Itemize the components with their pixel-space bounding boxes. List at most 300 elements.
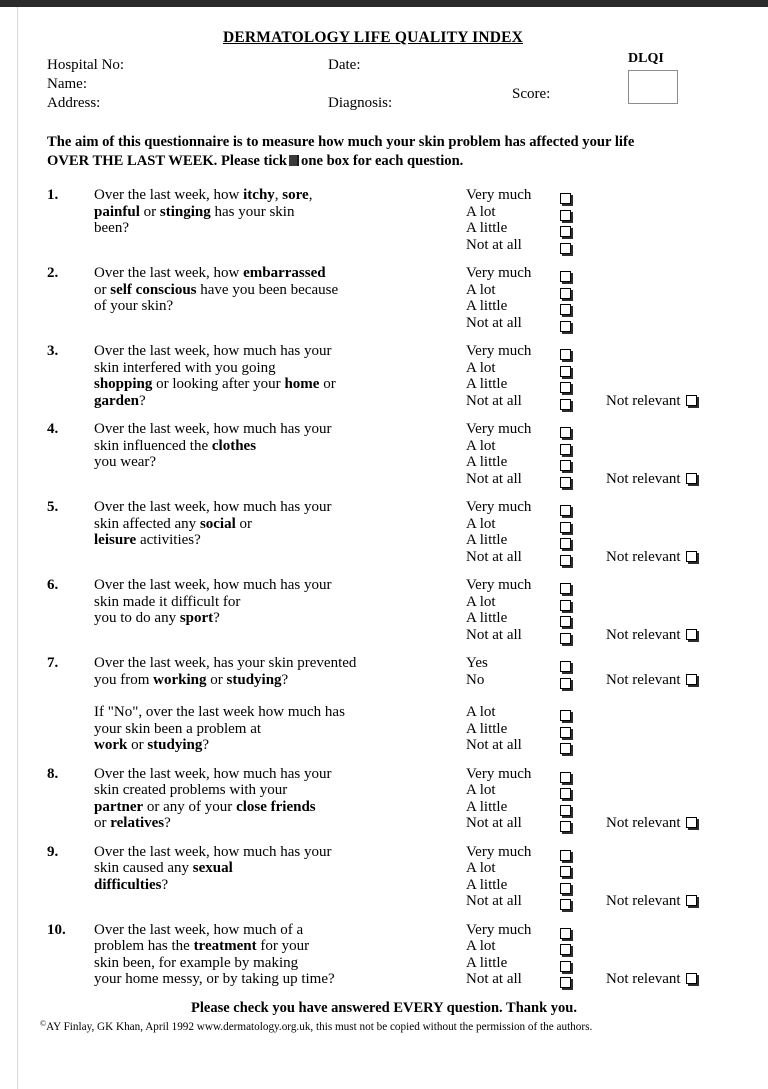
- question-body: [18, 844, 768, 910]
- question-text-line: [94, 877, 474, 894]
- text-run: ?: [139, 392, 146, 409]
- option-label: A little: [466, 454, 508, 471]
- copyright-text: AY Finlay, GK Khan, April 1992 www.dermatology.org.uk, this must not be copied without the permission of the authors.: [46, 1020, 593, 1033]
- option-checkbox[interactable]: [560, 740, 571, 757]
- text-run: you to do any: [94, 610, 180, 627]
- option-row: [466, 315, 756, 332]
- option-row: [466, 672, 756, 689]
- not-relevant-label: Not relevant: [606, 626, 681, 643]
- checkbox-icon[interactable]: [560, 727, 571, 738]
- checkbox-icon[interactable]: [560, 805, 571, 816]
- option-label: Not at all: [466, 314, 522, 331]
- question-text-line: [94, 860, 474, 877]
- option-label: A little: [466, 532, 508, 549]
- option-label: A little: [466, 876, 508, 893]
- option-label: A lot: [466, 593, 496, 610]
- text-run: your skin been a problem at: [94, 720, 262, 737]
- text-run: ?: [202, 737, 210, 754]
- option-label: A lot: [466, 203, 496, 220]
- not-relevant-checkbox-icon[interactable]: [686, 629, 697, 640]
- checkbox-icon[interactable]: [560, 366, 571, 377]
- text-run: for your: [256, 938, 310, 955]
- question-text-line: [94, 187, 474, 204]
- question-options: [466, 577, 756, 643]
- checkbox-icon[interactable]: [560, 226, 571, 237]
- question-body: [18, 577, 768, 643]
- option-row: [466, 499, 756, 516]
- aim-line-2-before: OVER THE LAST WEEK. Please tick: [47, 152, 288, 169]
- checkbox-icon[interactable]: [560, 193, 571, 204]
- checkbox-icon[interactable]: [560, 304, 571, 315]
- option-label: A lot: [466, 704, 496, 721]
- question-options: [466, 265, 756, 331]
- question-text-line: [94, 844, 474, 861]
- score-label: Score:: [512, 86, 551, 102]
- option-checkbox[interactable]: [560, 240, 571, 257]
- question-number: 1.: [47, 187, 59, 204]
- aim-statement: [47, 133, 737, 170]
- option-row: [466, 721, 756, 738]
- not-relevant-option[interactable]: [606, 393, 697, 410]
- option-row: [466, 471, 756, 488]
- checkbox-icon[interactable]: [560, 772, 571, 783]
- option-row: [466, 421, 756, 438]
- question-text-line: [94, 282, 474, 299]
- not-relevant-label: Not relevant: [606, 671, 681, 688]
- emphasis-term: social: [199, 515, 236, 532]
- option-row: [466, 971, 756, 988]
- option-label: A little: [466, 298, 508, 315]
- option-label: A lot: [466, 938, 496, 955]
- sub-question-text: [94, 704, 474, 754]
- option-label: Not at all: [466, 392, 522, 409]
- not-relevant-option[interactable]: [606, 815, 697, 832]
- question-text-line: [94, 220, 474, 237]
- text-run: skin created problems with your: [94, 782, 288, 799]
- text-run: have you been because: [196, 281, 339, 298]
- checkbox-icon[interactable]: [560, 661, 571, 672]
- emphasis-term: sexual: [192, 860, 233, 877]
- option-label: A lot: [466, 515, 496, 532]
- question-body: [18, 922, 768, 988]
- option-row: [466, 187, 756, 204]
- option-row: [466, 360, 756, 377]
- dlqi-label: DLQI: [628, 51, 664, 66]
- option-label: A little: [466, 720, 508, 737]
- question-options: [466, 187, 756, 253]
- not-relevant-option[interactable]: [606, 549, 697, 566]
- not-relevant-checkbox-icon[interactable]: [686, 395, 697, 406]
- not-relevant-label: Not relevant: [606, 392, 681, 409]
- checkbox-icon[interactable]: [560, 444, 571, 455]
- question-text-line: [94, 360, 474, 377]
- option-checkbox[interactable]: [560, 675, 571, 692]
- question-text-line: [94, 955, 474, 972]
- not-relevant-option[interactable]: [606, 627, 697, 644]
- emphasis-term: painful: [94, 203, 140, 220]
- not-relevant-checkbox-icon[interactable]: [686, 551, 697, 562]
- option-row: [466, 532, 756, 549]
- option-checkbox[interactable]: [560, 630, 571, 647]
- question-text-line: [94, 577, 474, 594]
- option-label: Very much: [466, 265, 532, 282]
- checkbox-icon[interactable]: [560, 382, 571, 393]
- option-label: Not at all: [466, 815, 522, 832]
- text-run: activities?: [136, 532, 201, 549]
- question-text-line: [94, 782, 474, 799]
- option-label: Not at all: [466, 893, 522, 910]
- question-text: [94, 577, 474, 627]
- option-row: [466, 376, 756, 393]
- question-body: [18, 766, 768, 832]
- option-label: No: [466, 671, 485, 688]
- not-relevant-label: Not relevant: [606, 548, 681, 565]
- not-relevant-checkbox-icon[interactable]: [686, 473, 697, 484]
- text-run: or looking after your: [152, 376, 285, 393]
- option-checkbox[interactable]: [560, 974, 571, 991]
- option-label: A lot: [466, 359, 496, 376]
- option-row: [466, 343, 756, 360]
- question-block: [18, 343, 768, 409]
- text-run: has your skin: [210, 203, 295, 220]
- option-label: A lot: [466, 281, 496, 298]
- checkbox-icon[interactable]: [560, 961, 571, 972]
- option-row: [466, 860, 756, 877]
- question-options: [466, 421, 756, 487]
- option-row: [466, 922, 756, 939]
- emphasis-term: home: [284, 376, 320, 393]
- option-row: [466, 438, 756, 455]
- option-label: A lot: [466, 437, 496, 454]
- question-text: [94, 421, 474, 471]
- option-row: [466, 549, 756, 566]
- checkbox-icon[interactable]: [560, 349, 571, 360]
- not-relevant-label: Not relevant: [606, 971, 681, 988]
- sub-question-text-line: [94, 704, 474, 721]
- question-body: [18, 655, 768, 688]
- emphasis-term: shopping: [94, 376, 153, 393]
- question-text: [94, 265, 474, 315]
- text-run: skin made it difficult for: [94, 593, 241, 610]
- option-label: A little: [466, 376, 508, 393]
- checkbox-icon[interactable]: [560, 944, 571, 955]
- option-label: A little: [466, 798, 508, 815]
- checkbox-icon[interactable]: [560, 321, 571, 332]
- option-label: Not at all: [466, 971, 522, 988]
- diagnosis-field-label: Diagnosis:: [328, 95, 393, 111]
- option-checkbox[interactable]: [560, 396, 571, 413]
- question-text: [94, 655, 474, 688]
- question-options: [466, 655, 756, 688]
- option-label: Very much: [466, 187, 532, 204]
- checkbox-icon[interactable]: [560, 522, 571, 533]
- option-checkbox[interactable]: [560, 896, 571, 913]
- question-number: 7.: [47, 655, 59, 672]
- question-text: [94, 499, 474, 549]
- checkbox-icon[interactable]: [560, 928, 571, 939]
- checkbox-icon[interactable]: [560, 288, 571, 299]
- emphasis-term: close friends: [236, 798, 316, 815]
- date-field-label: Date:: [328, 57, 361, 73]
- option-label: A little: [466, 610, 508, 627]
- option-row: [466, 220, 756, 237]
- not-relevant-checkbox-icon[interactable]: [686, 674, 697, 685]
- text-run: skin interfered with you going: [94, 359, 276, 376]
- question-text: [94, 844, 474, 894]
- question-text: [94, 766, 474, 832]
- question-block: [18, 421, 768, 487]
- not-relevant-checkbox-icon[interactable]: [686, 817, 697, 828]
- question-text-line: [94, 766, 474, 783]
- question-text-line: [94, 204, 474, 221]
- not-relevant-option[interactable]: [606, 971, 697, 988]
- emphasis-term: clothes: [211, 437, 257, 454]
- text-run: skin influenced the: [94, 437, 212, 454]
- checkbox-icon[interactable]: [560, 583, 571, 594]
- text-run: skin caused any: [94, 860, 193, 877]
- checkbox-icon[interactable]: [560, 899, 571, 910]
- emphasis-term: embarrassed: [243, 265, 326, 282]
- not-relevant-label: Not relevant: [606, 815, 681, 832]
- emphasis-term: leisure: [94, 532, 137, 549]
- not-relevant-option[interactable]: [606, 893, 697, 910]
- text-run: or: [139, 203, 160, 220]
- question-text-line: [94, 499, 474, 516]
- text-run: ?: [213, 610, 220, 627]
- question-text-line: [94, 376, 474, 393]
- option-label: Very much: [466, 577, 532, 594]
- text-run: or: [319, 376, 336, 393]
- checkbox-icon[interactable]: [560, 633, 571, 644]
- question-text-line: [94, 938, 474, 955]
- option-row: [466, 577, 756, 594]
- page-title: DERMATOLOGY LIFE QUALITY INDEX: [222, 29, 524, 46]
- text-run: you wear?: [94, 454, 157, 471]
- question-body: [18, 499, 768, 565]
- option-row: [466, 766, 756, 783]
- emphasis-term: work: [94, 737, 128, 754]
- question-block: [18, 577, 768, 643]
- question-text-line: [94, 815, 474, 832]
- option-label: A lot: [466, 860, 496, 877]
- checkbox-icon[interactable]: [560, 505, 571, 516]
- option-label: Not at all: [466, 737, 522, 754]
- checkbox-icon[interactable]: [560, 678, 571, 689]
- option-label: Not at all: [466, 236, 522, 253]
- option-checkbox[interactable]: [560, 818, 571, 835]
- question-block: [18, 499, 768, 565]
- text-run: your home messy, or by taking up time?: [94, 971, 335, 988]
- not-relevant-checkbox-icon[interactable]: [686, 895, 697, 906]
- question-body: [18, 343, 768, 409]
- checkbox-icon[interactable]: [560, 821, 571, 832]
- text-run: Over the last week, how much has your: [94, 843, 332, 860]
- copyright-symbol: ©: [40, 1018, 47, 1028]
- emphasis-term: partner: [94, 798, 144, 815]
- checkbox-icon[interactable]: [560, 210, 571, 221]
- option-row: [466, 955, 756, 972]
- checkbox-icon[interactable]: [560, 616, 571, 627]
- question-text-line: [94, 672, 474, 689]
- text-run: Over the last week, how much has your: [94, 343, 332, 360]
- option-row: [466, 237, 756, 254]
- option-label: Very much: [466, 765, 532, 782]
- question-text: [94, 187, 474, 237]
- emphasis-term: sore: [282, 187, 309, 204]
- question-text-line: [94, 454, 474, 471]
- page-border-top: [0, 0, 768, 7]
- text-run: ?: [281, 671, 289, 688]
- question-text-line: [94, 298, 474, 315]
- option-label: Not at all: [466, 626, 522, 643]
- checkbox-icon[interactable]: [560, 883, 571, 894]
- checkbox-icon[interactable]: [560, 866, 571, 877]
- question-text: [94, 343, 474, 409]
- emphasis-term: sport: [179, 610, 214, 627]
- question-text-line: [94, 393, 474, 410]
- question-number: 4.: [47, 421, 59, 438]
- question-text-line: [94, 655, 474, 672]
- text-run: problem has the: [94, 938, 194, 955]
- checkbox-icon[interactable]: [560, 399, 571, 410]
- hospital-no-field-label: Hospital No:: [47, 57, 125, 73]
- option-row: [466, 655, 756, 672]
- text-run: Over the last week, how much has your: [94, 421, 332, 438]
- question-number: 10.: [47, 921, 66, 938]
- option-row: [466, 815, 756, 832]
- option-label: Very much: [466, 921, 532, 938]
- checkbox-icon[interactable]: [560, 743, 571, 754]
- option-label: A lot: [466, 782, 496, 799]
- checkbox-icon[interactable]: [560, 850, 571, 861]
- question-body: [18, 421, 768, 487]
- option-row: [466, 704, 756, 721]
- text-run: Over the last week, how: [94, 265, 244, 282]
- checkbox-icon[interactable]: [560, 710, 571, 721]
- text-run: Over the last week, how much has your: [94, 577, 332, 594]
- question-text-line: [94, 799, 474, 816]
- question-text-line: [94, 594, 474, 611]
- not-relevant-checkbox-icon[interactable]: [686, 973, 697, 984]
- aim-line-1: The aim of this questionnaire is to measure how much your skin problem has affected your life: [47, 134, 635, 150]
- question-options: [466, 499, 756, 565]
- checkbox-icon[interactable]: [560, 555, 571, 566]
- option-row: [466, 877, 756, 894]
- text-run: or: [94, 815, 111, 832]
- question-block: [18, 655, 768, 754]
- text-run: of your skin?: [94, 298, 174, 315]
- option-label: Not at all: [466, 470, 522, 487]
- emphasis-term: relatives: [110, 815, 165, 832]
- emphasis-term: treatment: [193, 938, 257, 955]
- sub-question-body: [18, 704, 768, 754]
- option-row: [466, 610, 756, 627]
- name-field-label: Name:: [47, 76, 87, 92]
- text-run: or any of your: [143, 798, 237, 815]
- emphasis-term: stinging: [159, 203, 211, 220]
- option-row: [466, 516, 756, 533]
- question-text-line: [94, 343, 474, 360]
- option-row: [466, 594, 756, 611]
- question-text-line: [94, 922, 474, 939]
- option-label: Very much: [466, 499, 532, 516]
- option-row: [466, 627, 756, 644]
- checkbox-icon[interactable]: [560, 538, 571, 549]
- question-body: [18, 265, 768, 331]
- option-label: A little: [466, 954, 508, 971]
- text-run: ,: [274, 187, 283, 204]
- option-row: [466, 737, 756, 754]
- sub-question-options: [466, 704, 756, 754]
- option-row: [466, 844, 756, 861]
- question-text-line: [94, 438, 474, 455]
- question-number: 5.: [47, 499, 59, 516]
- question-number: 2.: [47, 265, 59, 282]
- tick-box-glyph-icon: [289, 155, 299, 166]
- option-row: [466, 799, 756, 816]
- option-checkbox[interactable]: [560, 318, 571, 335]
- not-relevant-option[interactable]: [606, 672, 697, 689]
- question-number: 9.: [47, 843, 59, 860]
- option-row: [466, 282, 756, 299]
- checkbox-icon[interactable]: [560, 477, 571, 488]
- question-number: 8.: [47, 765, 59, 782]
- text-run: ?: [161, 876, 169, 893]
- checkbox-icon[interactable]: [560, 243, 571, 254]
- question-options: [466, 844, 756, 910]
- text-run: skin affected any: [94, 515, 200, 532]
- emphasis-term: studying: [147, 737, 203, 754]
- option-row: [466, 204, 756, 221]
- question-options: [466, 343, 756, 409]
- option-row: [466, 265, 756, 282]
- checkbox-icon[interactable]: [560, 427, 571, 438]
- checkbox-icon[interactable]: [560, 271, 571, 282]
- not-relevant-option[interactable]: [606, 471, 697, 488]
- aim-line-2-after: one box for each question.: [301, 152, 464, 169]
- option-label: Not at all: [466, 548, 522, 565]
- checkbox-icon[interactable]: [560, 460, 571, 471]
- text-run: Over the last week, has your skin prevented: [94, 655, 357, 672]
- text-run: Over the last week, how much has your: [94, 499, 332, 516]
- emphasis-term: garden: [94, 392, 139, 409]
- text-run: If "No", over the last week how much has: [94, 704, 345, 721]
- checkbox-icon[interactable]: [560, 977, 571, 988]
- emphasis-term: working: [153, 671, 207, 688]
- emphasis-term: difficulties: [94, 876, 162, 893]
- not-relevant-label: Not relevant: [606, 893, 681, 910]
- option-checkbox[interactable]: [560, 474, 571, 491]
- questionnaire-sheet: [18, 7, 768, 1089]
- question-text-line: [94, 421, 474, 438]
- not-relevant-label: Not relevant: [606, 470, 681, 487]
- question-options: [466, 922, 756, 988]
- checkbox-icon[interactable]: [560, 788, 571, 799]
- option-checkbox[interactable]: [560, 552, 571, 569]
- emphasis-term: studying: [226, 671, 282, 688]
- option-label: Very much: [466, 343, 532, 360]
- option-label: Very much: [466, 421, 532, 438]
- question-text: [94, 922, 474, 988]
- question-text-line: [94, 610, 474, 627]
- sub-question-text-line: [94, 737, 474, 754]
- question-text-line: [94, 516, 474, 533]
- text-run: ?: [164, 815, 171, 832]
- question-options: [466, 766, 756, 832]
- text-run: you from: [94, 671, 154, 688]
- checkbox-icon[interactable]: [560, 600, 571, 611]
- option-row: [466, 782, 756, 799]
